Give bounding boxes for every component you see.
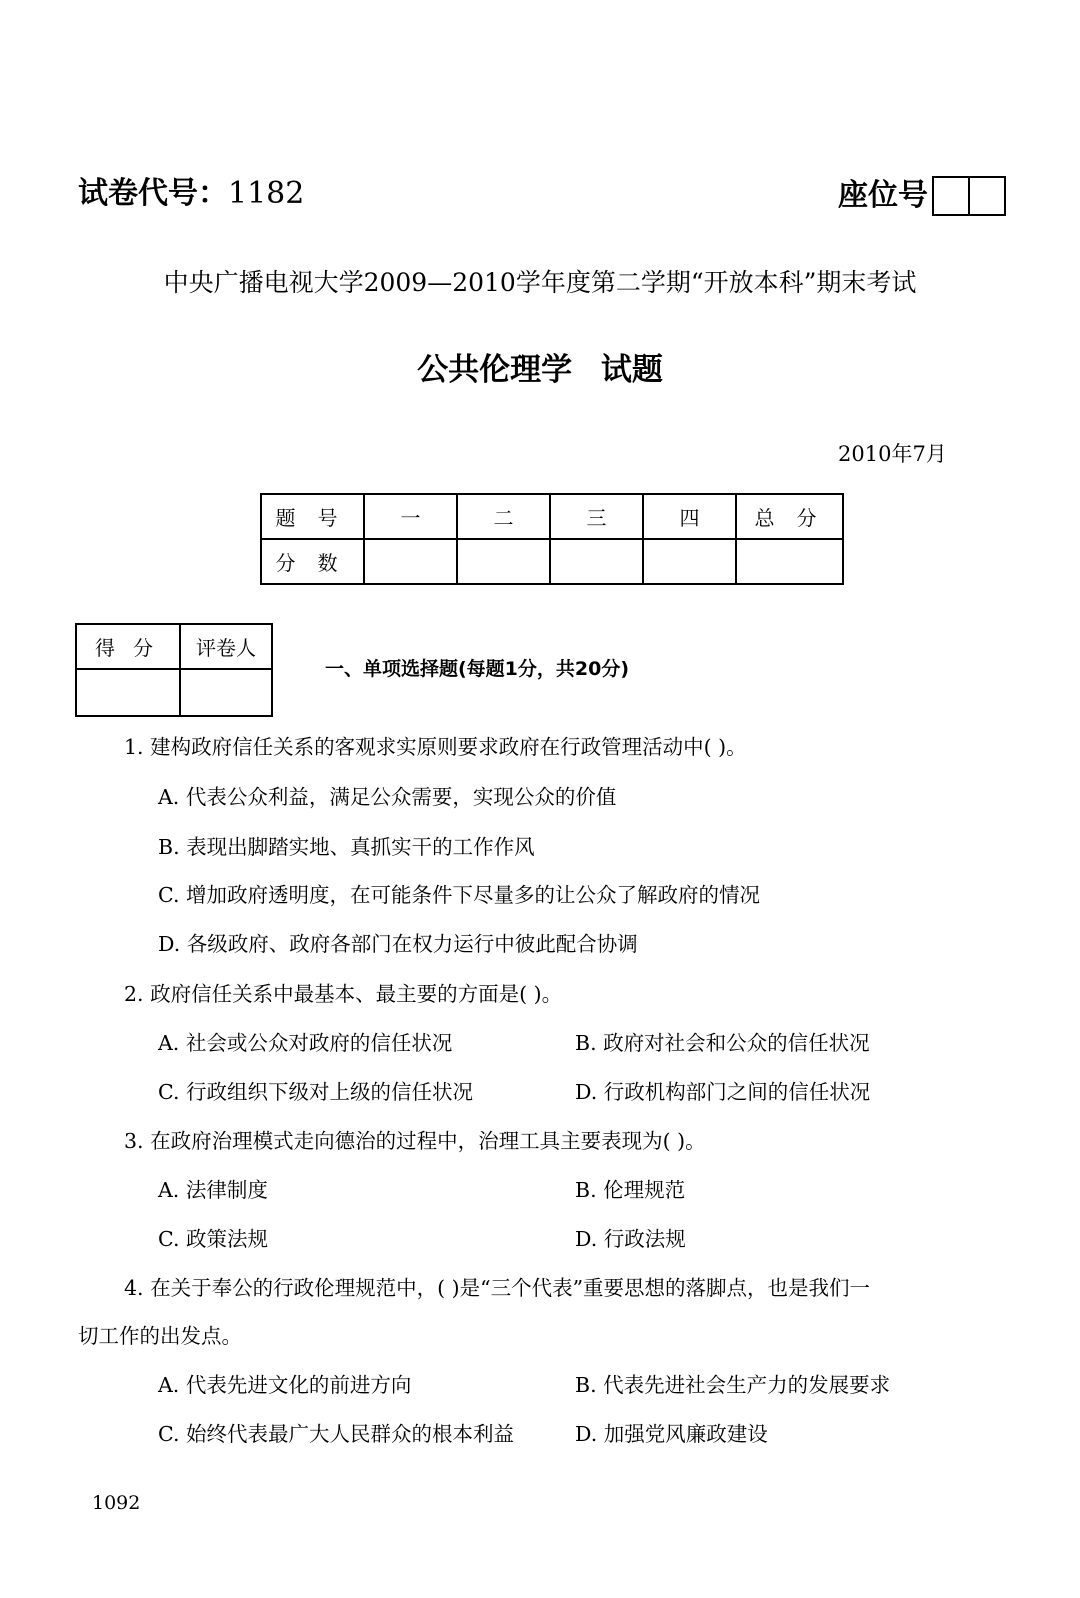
score-table-header: 四: [643, 494, 736, 539]
question-option: B. 政府对社会和公众的信任状况: [575, 1031, 870, 1055]
grader-table-entry-row: [76, 669, 272, 716]
grader-table: [75, 623, 273, 717]
question-option: C. 政策法规: [158, 1227, 268, 1251]
score-table-header: 三: [550, 494, 643, 539]
page-number: 1092: [92, 1492, 141, 1514]
question-stem: 4. 在关于奉公的行政伦理规范中，( )是“三个代表”重要思想的落脚点，也是我们一: [124, 1276, 871, 1300]
grader-table-header-row: [76, 624, 272, 669]
seat-box: [968, 178, 1004, 214]
grader-name-label: 评卷人: [180, 624, 272, 669]
question-option: B. 伦理规范: [575, 1178, 686, 1202]
question-option: C. 始终代表最广大人民群众的根本利益: [158, 1422, 514, 1446]
score-table-header: 题号: [261, 494, 364, 539]
score-table: [260, 493, 844, 585]
exam-title: 中央广播电视大学2009—2010学年度第二学期“开放本科”期末考试: [163, 268, 917, 297]
question-option: B. 代表先进社会生产力的发展要求: [575, 1373, 891, 1397]
section-title: 一、单项选择题(每题1分，共20分): [325, 658, 630, 680]
score-cell[interactable]: [736, 539, 843, 584]
score-cell[interactable]: [457, 539, 550, 584]
question-option: B. 表现出脚踏实地、真抓实干的工作作风: [158, 835, 535, 859]
score-table-row-label: 分数: [261, 539, 364, 584]
score-cell[interactable]: [550, 539, 643, 584]
seat-number-boxes: [932, 176, 1006, 216]
question-stem: 1. 建构政府信任关系的客观求实原则要求政府在行政管理活动中( )。: [124, 735, 747, 759]
question-option: A. 法律制度: [158, 1178, 268, 1202]
score-cell[interactable]: [364, 539, 457, 584]
seat-box: [934, 178, 968, 214]
paper-code-label: 试卷代号：: [78, 176, 228, 211]
question-option: C. 行政组织下级对上级的信任状况: [158, 1080, 473, 1104]
score-table-header: 总分: [736, 494, 843, 539]
question-stem: 2. 政府信任关系中最基本、最主要的方面是( )。: [124, 982, 563, 1006]
question-option: D. 各级政府、政府各部门在权力运行中彼此配合协调: [158, 932, 638, 956]
question-option: D. 行政法规: [575, 1227, 686, 1251]
question-option: A. 代表先进文化的前进方向: [158, 1373, 412, 1397]
exam-date: 2010年7月: [838, 442, 947, 466]
grader-score-cell[interactable]: [76, 669, 180, 716]
paper-code-value: 1182: [228, 176, 305, 211]
question-option: C. 增加政府透明度，在可能条件下尽量多的让公众了解政府的情况: [158, 883, 760, 907]
question-option: D. 加强党风廉政建设: [575, 1422, 768, 1446]
score-table-header-row: [261, 494, 843, 539]
paper-code: [78, 176, 304, 212]
score-cell[interactable]: [643, 539, 736, 584]
subject-title: 公共伦理学 试题: [417, 352, 663, 388]
seat-number: [838, 176, 1006, 216]
question-option: D. 行政机构部门之间的信任状况: [575, 1080, 871, 1104]
question-stem-continuation: 切工作的出发点。: [78, 1324, 242, 1348]
score-table-header: 二: [457, 494, 550, 539]
score-table-header: 一: [364, 494, 457, 539]
seat-number-label: 座位号: [838, 178, 928, 213]
grader-score-label: 得分: [76, 624, 180, 669]
grader-name-cell[interactable]: [180, 669, 272, 716]
score-table-score-row: [261, 539, 843, 584]
question-option: A. 社会或公众对政府的信任状况: [158, 1031, 453, 1055]
question-option: A. 代表公众利益，满足公众需要，实现公众的价值: [158, 785, 617, 809]
question-stem: 3. 在政府治理模式走向德治的过程中，治理工具主要表现为( )。: [124, 1129, 706, 1153]
